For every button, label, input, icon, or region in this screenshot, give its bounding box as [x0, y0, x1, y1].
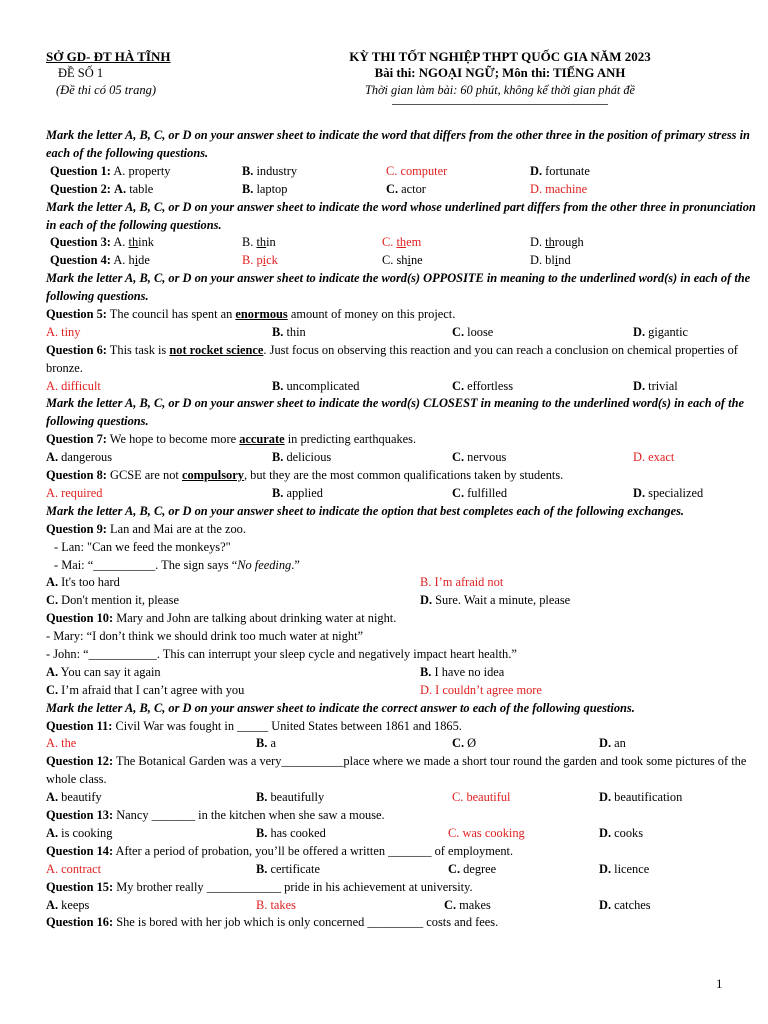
option-letter: C.: [46, 682, 59, 697]
question-label: Question 5:: [46, 307, 107, 321]
question-label: Question 10:: [46, 611, 114, 626]
question-label: Question 2:: [50, 181, 111, 196]
sign-text: No feeding: [237, 557, 292, 572]
instruction-exchanges: Mark the letter A, B, C, or D on your answer sheet to indicate the option that best completes each of the following exchanges.: [46, 503, 685, 518]
question-9-options-row1: [46, 574, 760, 592]
stem-text: Mary and John are talking about drinking water at night.: [113, 611, 397, 626]
option-letter: B.: [256, 825, 268, 840]
exam-title: KỲ THI TỐT NGHIỆP THPT QUỐC GIA NĂM 2023: [349, 49, 651, 64]
exam-body: [46, 127, 760, 932]
option-d: beautification: [611, 790, 683, 805]
underlined-part: th: [545, 235, 555, 250]
option-a: A. property: [113, 163, 171, 178]
option-letter: B.: [272, 378, 284, 393]
option-letter: A.: [46, 897, 59, 912]
stem-text: Civil War was fought in _____ United States between 1861 and 1865.: [112, 718, 462, 733]
option-c: Don't mention it, please: [58, 593, 180, 608]
option-d: catches: [611, 897, 651, 912]
question-13-options: [46, 825, 760, 843]
underlined-part: i: [554, 253, 559, 268]
key-word: enormous: [235, 307, 288, 321]
option-a-answer: A. contract: [46, 861, 102, 876]
option-b: thin: [283, 324, 306, 339]
key-word: accurate: [239, 432, 285, 447]
option-a: is cooking: [58, 825, 113, 840]
option-letter: A. h: [113, 253, 135, 268]
underlined-part: i: [407, 253, 411, 268]
option-letter: D.: [530, 235, 546, 250]
question-10-options-row1: [46, 664, 760, 682]
stem-text: This task is: [106, 342, 170, 357]
option-letter: A.: [46, 450, 59, 465]
question-2: [46, 181, 760, 199]
stem-text: She is bored with her job which is only concerned _________ costs and fees.: [113, 915, 499, 930]
stem-text: Nancy _______ in the kitchen when she saw a mouse.: [113, 808, 385, 823]
option-letter: B.: [256, 736, 268, 751]
option-c-answer: C. was cooking: [448, 825, 525, 840]
question-label: Question 16:: [46, 915, 114, 930]
question-6-stem: [46, 342, 760, 378]
stem-text: amount of money on this project.: [287, 307, 456, 321]
dialogue-line: - John: “___________. This can interrupt your sleep cycle and negatively impact heart health.”: [46, 647, 517, 661]
question-label: Question 14:: [46, 843, 114, 858]
header-right: [290, 48, 710, 99]
option-letter: B.: [242, 235, 257, 250]
question-label: Question 11:: [46, 718, 113, 733]
option-letter: A.: [46, 825, 59, 840]
option-b-answer: ck: [266, 253, 278, 268]
question-15-stem: [46, 879, 760, 897]
option-letter: B.: [420, 664, 432, 679]
option-letter: D.: [599, 736, 612, 751]
option-a-answer: A. tiny: [46, 324, 81, 339]
stem-text: My brother really ____________ pride in his achievement at university.: [113, 879, 473, 894]
option-c: makes: [456, 897, 491, 912]
option-d: fortunate: [542, 163, 590, 178]
option-b-answer: B. I’m afraid not: [420, 575, 504, 590]
option-c-answer: em: [406, 235, 422, 250]
option-a: You can say it again: [58, 664, 161, 679]
option-b: laptop: [253, 181, 288, 196]
option-letter: B.: [242, 181, 254, 196]
option-letter: D.: [530, 163, 543, 178]
option-letter: D.: [599, 897, 612, 912]
option-c: effortless: [464, 378, 514, 393]
option-letter: D.: [633, 324, 646, 339]
question-4: [46, 252, 760, 270]
question-7-stem: [46, 431, 760, 449]
underlined-part: th: [396, 235, 407, 250]
question-label: Question 7:: [46, 432, 107, 447]
question-5-stem: [46, 306, 760, 324]
stem-text: Lan and Mai are at the zoo.: [106, 521, 246, 536]
option-letter: C.: [448, 861, 461, 876]
dialogue-text: .”: [291, 557, 300, 572]
option-letter: B. p: [242, 253, 263, 268]
underlined-part: i: [134, 253, 139, 268]
question-label: Question 6:: [46, 342, 107, 357]
option-d: rough: [554, 235, 584, 250]
option-d: nd: [558, 253, 571, 268]
option-letter: B.: [272, 324, 284, 339]
stem-text: The Botanical Garden was a very__________place where we made a short tour round the garden and took some pictures of the whole class.: [46, 754, 747, 787]
option-letter: C.: [452, 378, 465, 393]
option-letter: A.: [113, 235, 129, 250]
instruction-correct: Mark the letter A, B, C, or D on your answer sheet to indicate the correct answer to each of the following questions.: [46, 700, 635, 715]
instruction-stress: Mark the letter A, B, C, or D on your answer sheet to indicate the word that differs from the other three in the position of primary stress in each of the following questions.: [46, 128, 750, 160]
option-letter: D.: [633, 378, 646, 393]
option-d: licence: [611, 861, 650, 876]
stem-text: We hope to become more: [106, 432, 240, 447]
option-a-answer: A. difficult: [46, 378, 101, 393]
question-label: Question 8:: [46, 468, 107, 483]
option-a: keeps: [58, 897, 90, 912]
page-number: 1: [716, 976, 723, 991]
header-divider: [392, 104, 608, 105]
page-count-note: (Đề thi có 05 trang): [56, 83, 156, 97]
stem-text: After a period of probation, you’ll be offered a written _______ of employment.: [113, 843, 514, 858]
stem-text: in predicting earthquakes.: [284, 432, 417, 447]
dialogue-line: [46, 557, 760, 575]
instruction-closest: Mark the letter A, B, C, or D on your answer sheet to indicate the word(s) CLOSEST in meaning to the underlined word(s) in each of the following questions.: [46, 396, 744, 429]
option-a-answer: A. required: [46, 485, 103, 500]
option-c: loose: [464, 324, 494, 339]
question-label: Question 13:: [46, 808, 114, 823]
question-12-stem: [46, 753, 760, 789]
question-5-options: [46, 324, 760, 342]
dialogue-text: - Mai: “__________. The sign says “: [54, 557, 238, 572]
option-letter: B.: [256, 861, 268, 876]
question-label: Question 12:: [46, 754, 114, 769]
key-word: not rocket science: [169, 342, 264, 357]
option-d-answer: D. exact: [633, 450, 675, 465]
option-letter: B.: [272, 485, 284, 500]
exam-code: ĐỀ SỐ 1: [58, 66, 104, 80]
option-letter: D.: [599, 790, 612, 805]
question-10-options-row2: [46, 682, 760, 700]
question-9-options-row2: [46, 592, 760, 610]
question-8-options: [46, 485, 760, 503]
option-letter: A.: [46, 664, 59, 679]
option-letter: B.: [242, 163, 254, 178]
stem-text: The council has spent an: [106, 307, 236, 321]
department-name: SỞ GD- ĐT HÀ TĨNH: [46, 49, 171, 64]
option-c-answer: C. computer: [386, 163, 448, 178]
key-word: compulsory: [181, 468, 244, 483]
question-label: Question 15:: [46, 879, 114, 894]
option-d: specialized: [645, 485, 704, 500]
option-d-answer: D. I couldn’t agree more: [420, 682, 542, 697]
question-8-stem: [46, 467, 760, 485]
option-b: applied: [283, 485, 323, 500]
option-d-answer: D. machine: [530, 181, 588, 196]
option-letter: D. bl: [530, 253, 555, 268]
option-letter: B.: [272, 450, 284, 465]
exam-subject: Bài thi: NGOẠI NGỮ; Môn thi: TIẾNG ANH: [374, 66, 626, 80]
question-label: Question 3:: [50, 235, 111, 250]
option-d: Sure. Wait a minute, please: [432, 593, 571, 608]
option-a-answer: A. the: [46, 736, 77, 751]
option-b: in: [266, 235, 276, 250]
question-11-options: [46, 735, 760, 753]
option-a: dangerous: [58, 450, 113, 465]
option-d: an: [611, 736, 626, 751]
option-letter: C.: [382, 235, 397, 250]
option-letter: D.: [599, 825, 612, 840]
question-12-options: [46, 789, 760, 807]
option-d: gigantic: [645, 324, 689, 339]
option-a: ink: [138, 235, 154, 250]
header-left: [46, 48, 246, 99]
option-a: It's too hard: [58, 575, 120, 590]
stem-text: . Just focus on observing this reaction and you can reach a conclusion on chemical properties of bronze.: [46, 342, 738, 375]
option-letter: C.: [444, 897, 457, 912]
question-10-stem: [46, 610, 760, 628]
option-c: nervous: [464, 450, 507, 465]
option-letter: C.: [386, 181, 399, 196]
option-d: trivial: [645, 378, 678, 393]
option-b: industry: [253, 163, 298, 178]
option-b: a: [267, 736, 276, 751]
question-11-stem: [46, 718, 760, 736]
exam-time: Thời gian làm bài: 60 phút, không kể thời gian phát đề: [365, 83, 635, 97]
option-letter: C. sh: [382, 253, 408, 268]
option-d: cooks: [611, 825, 644, 840]
option-b: beautifully: [267, 790, 325, 805]
option-b: certificate: [267, 861, 320, 876]
option-c-answer: C. beautiful: [452, 790, 511, 805]
option-b-answer: B. takes: [256, 897, 296, 912]
option-letter: D.: [633, 485, 646, 500]
option-b: I have no idea: [431, 664, 505, 679]
option-c: Ø: [464, 736, 477, 751]
question-7-options: [46, 449, 760, 467]
dialogue-line: - Lan: "Can we feed the monkeys?": [54, 539, 231, 554]
option-letter: B.: [256, 790, 268, 805]
option-b: uncomplicated: [283, 378, 360, 393]
option-a: beautify: [58, 790, 102, 805]
instruction-opposite: Mark the letter A, B, C, or D on your answer sheet to indicate the word(s) OPPOSITE in meaning to the underlined word(s) in each of the following questions.: [46, 271, 751, 304]
option-b: has cooked: [267, 825, 326, 840]
option-letter: D.: [420, 593, 433, 608]
underlined-part: th: [128, 235, 139, 250]
option-letter: C.: [46, 593, 59, 608]
question-16-stem: [46, 914, 760, 932]
question-14-options: [46, 861, 760, 879]
option-letter: D.: [599, 861, 612, 876]
option-c: degree: [460, 861, 497, 876]
stem-text: GCSE are not: [106, 468, 182, 483]
underlined-part: i: [262, 253, 267, 268]
underlined-part: th: [256, 235, 267, 250]
option-c: actor: [398, 181, 426, 196]
option-c: fulfilled: [464, 485, 508, 500]
question-label: Question 1:: [50, 163, 111, 178]
option-letter: C.: [452, 485, 465, 500]
instruction-pronunciation: Mark the letter A, B, C, or D on your answer sheet to indicate the word whose underlined part differs from the other three in pronunciation in each of the following questions.: [46, 199, 756, 232]
option-letter: A.: [46, 575, 59, 590]
option-a: de: [138, 253, 150, 268]
question-14-stem: [46, 843, 760, 861]
question-3: [46, 234, 760, 252]
option-letter: C.: [452, 324, 465, 339]
option-letter: C.: [452, 736, 465, 751]
option-c: ne: [410, 253, 423, 268]
question-1: [46, 163, 760, 181]
question-6-options: [46, 378, 760, 396]
question-13-stem: [46, 807, 760, 825]
option-letter: A.: [46, 790, 59, 805]
option-letter: C.: [452, 450, 465, 465]
option-c: I’m afraid that I can’t agree with you: [58, 682, 245, 697]
option-b: delicious: [283, 450, 332, 465]
question-label: Question 9:: [46, 521, 107, 536]
question-9-stem: [46, 521, 760, 539]
option-letter: A.: [114, 181, 127, 196]
stem-text: , but they are the most common qualifications taken by students.: [243, 468, 564, 483]
question-15-options: [46, 897, 760, 915]
dialogue-line: - Mary: “I don’t think we should drink too much water at night”: [46, 629, 364, 644]
option-a: table: [126, 181, 154, 196]
question-label: Question 4:: [50, 253, 111, 268]
